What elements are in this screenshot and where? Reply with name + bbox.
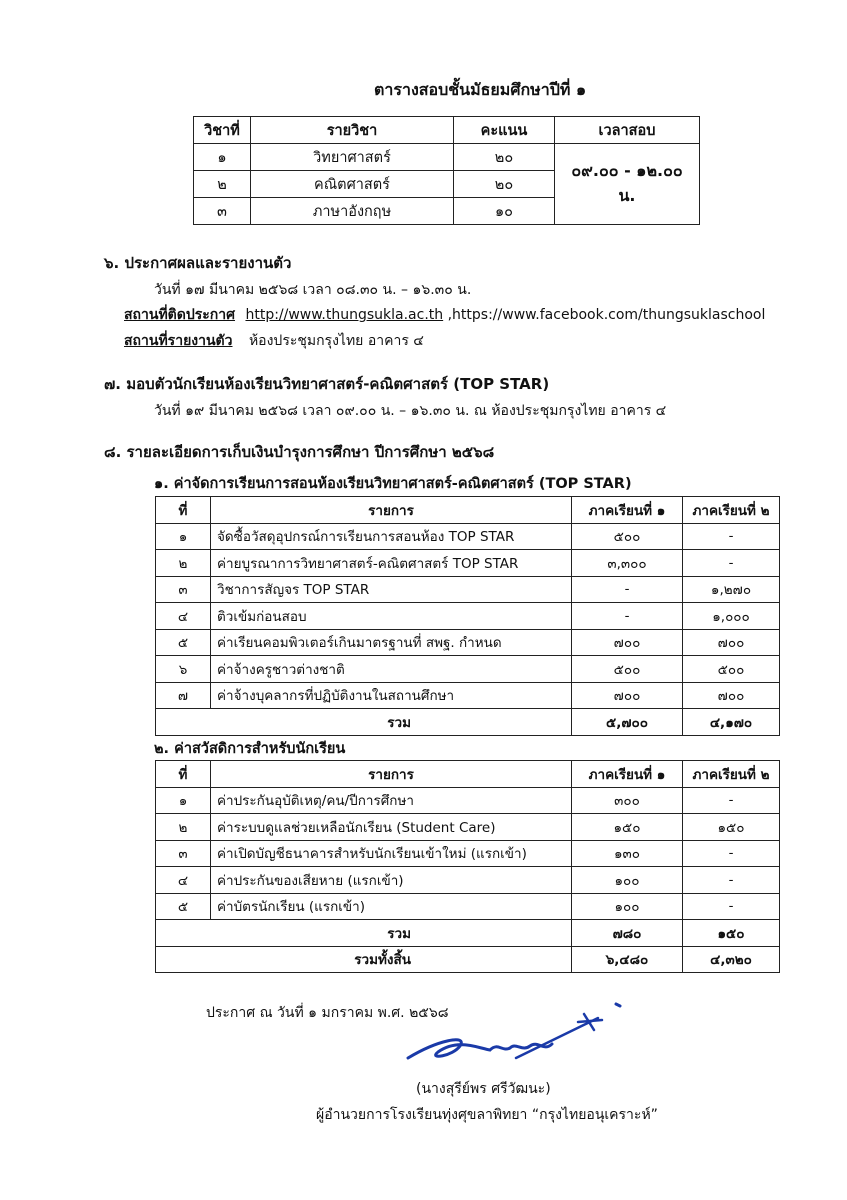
total-term-1: ๗๘๐ [572,920,683,947]
row-item: ค่าประกันของเสียหาย (แรกเข้า) [211,867,572,894]
section-6-heading: ๖. ประกาศผลและรายงานตัว [104,254,292,272]
report-place-label: สถานที่รายงานตัว [124,333,233,349]
post-place-label: สถานที่ติดประกาศ [124,307,236,323]
row-item: จัดซื้อวัสดุอุปกรณ์การเรียนการสอนห้อง TOP STAR [211,523,572,550]
row-no: ๖ [156,656,211,683]
row-term-2: - [683,787,780,814]
row-term-1: ๑๓๐ [572,840,683,867]
row-item: ค่าประกันอุบัติเหตุ/คน/ปีการศึกษา [211,787,572,814]
exam-row [194,144,700,171]
fee-total-row [156,920,780,947]
report-place: ห้องประชุมกรุงไทย อาคาร ๔ [248,333,424,349]
row-term-1: ๕๐๐ [572,656,683,683]
total-term-1: ๕,๗๐๐ [572,709,683,736]
grand-total-term-1: ๖,๔๘๐ [572,946,683,973]
grand-total-row [156,946,780,973]
header-term-2: ภาคเรียนที่ ๒ [683,761,780,788]
signer-name: (นางสุรีย์พร ศรีวัฒนะ) [416,1081,551,1097]
exam-score: ๒๐ [454,171,555,198]
header-item: รายการ [211,497,572,524]
table-row [156,656,780,683]
row-item: ค่ายบูรณาการวิทยาศาสตร์-คณิตศาสตร์ TOP STAR [211,550,572,577]
row-no: ๗ [156,682,211,709]
section-8-subheading-2: ๒. ค่าสวัสดิการสำหรับนักเรียน [154,741,346,757]
exam-score: ๑๐ [454,198,555,225]
fee-table-welfare [155,760,780,973]
table-row [156,629,780,656]
row-no: ๑ [156,787,211,814]
header-term-1: ภาคเรียนที่ ๑ [572,761,683,788]
row-term-2: ๑๕๐ [683,814,780,841]
table-row [156,523,780,550]
table-row [156,814,780,841]
row-term-2: - [683,867,780,894]
section-7-date: วันที่ ๑๙ มีนาคม ๒๕๖๘ เวลา ๐๙.๐๐ น. – ๑๖.๓๐ น. ณ ห้องประชุมกรุงไทย อาคาร ๔ [154,403,667,419]
row-term-1: ๑๕๐ [572,814,683,841]
row-term-2: ๕๐๐ [683,656,780,683]
section-6-report-line [124,330,424,352]
exam-table [193,116,700,225]
fee-header-row [156,497,780,524]
row-term-1: ๓๐๐ [572,787,683,814]
row-term-1: ๗๐๐ [572,629,683,656]
table-row [156,787,780,814]
school-website-link[interactable]: http://www.thungsukla.ac.th [245,307,444,323]
exam-no: ๒ [194,171,251,198]
table-row [156,840,780,867]
row-term-2: - [683,893,780,920]
row-term-1: ๑๐๐ [572,867,683,894]
total-label: รวม [156,709,572,736]
row-term-2: ๑,๒๗๐ [683,576,780,603]
row-term-2: - [683,523,780,550]
row-no: ๔ [156,603,211,630]
row-no: ๑ [156,523,211,550]
row-no: ๓ [156,576,211,603]
signer-position: ผู้อำนวยการโรงเรียนทุ่งศุขลาพิทยา “กรุงไทยอนุเคราะห์” [316,1107,658,1123]
exam-subject: ภาษาอังกฤษ [251,198,454,225]
table-row [156,682,780,709]
row-term-1: ๓,๓๐๐ [572,550,683,577]
header-term-1: ภาคเรียนที่ ๑ [572,497,683,524]
header-subject: รายวิชา [251,117,454,144]
announce-date: ประกาศ ณ วันที่ ๑ มกราคม พ.ศ. ๒๕๖๘ [206,1005,449,1021]
table-row [156,603,780,630]
total-term-2: ๑๕๐ [683,920,780,947]
total-term-2: ๔,๑๗๐ [683,709,780,736]
fee-header-row [156,761,780,788]
exam-title: ตารางสอบชั้นมัธยมศึกษาปีที่ ๑ [374,80,587,99]
row-no: ๓ [156,840,211,867]
grand-total-label: รวมทั้งสิ้น [156,946,572,973]
row-item: ค่าจ้างครูชาวต่างชาติ [211,656,572,683]
row-term-1: ๗๐๐ [572,682,683,709]
exam-subject: วิทยาศาสตร์ [251,144,454,171]
fee-total-row [156,709,780,736]
row-no: ๒ [156,550,211,577]
header-term-2: ภาคเรียนที่ ๒ [683,497,780,524]
section-8-subheading-1: ๑. ค่าจัดการเรียนการสอนห้องเรียนวิทยาศาสตร์-คณิตศาสตร์ (TOP STAR) [154,476,632,492]
row-no: ๔ [156,867,211,894]
table-row [156,576,780,603]
header-item: รายการ [211,761,572,788]
fee-table-top-star [155,496,780,736]
row-item: ติวเข้มก่อนสอบ [211,603,572,630]
row-item: ค่าเรียนคอมพิวเตอร์เกินมาตรฐานที่ สพฐ. กำหนด [211,629,572,656]
row-term-1: ๑๐๐ [572,893,683,920]
row-term-2: - [683,840,780,867]
row-term-2: ๗๐๐ [683,629,780,656]
exam-no: ๑ [194,144,251,171]
row-no: ๕ [156,893,211,920]
row-item: วิชาการสัญจร TOP STAR [211,576,572,603]
section-8-heading: ๘. รายละเอียดการเก็บเงินบำรุงการศึกษา ปีการศึกษา ๒๕๖๘ [104,443,495,461]
row-term-1: ๕๐๐ [572,523,683,550]
row-term-2: - [683,550,780,577]
row-item: ค่าเปิดบัญชีธนาคารสำหรับนักเรียนเข้าใหม่ (แรกเข้า) [211,840,572,867]
total-label: รวม [156,920,572,947]
header-score: คะแนน [454,117,555,144]
exam-time: ๐๙.๐๐ - ๑๒.๐๐ น. [555,144,700,225]
header-exam-time: เวลาสอบ [555,117,700,144]
row-term-1: - [572,576,683,603]
row-term-1: - [572,603,683,630]
row-term-2: ๑,๐๐๐ [683,603,780,630]
table-row [156,867,780,894]
table-row [156,893,780,920]
exam-no: ๓ [194,198,251,225]
section-6-date: วันที่ ๑๗ มีนาคม ๒๕๖๘ เวลา ๐๘.๓๐ น. – ๑๖.๓๐ น. [154,282,472,298]
header-no: ที่ [156,497,211,524]
row-term-2: ๗๐๐ [683,682,780,709]
row-item: ค่าจ้างบุคลากรที่ปฏิบัติงานในสถานศึกษา [211,682,572,709]
exam-header-row [194,117,700,144]
row-no: ๒ [156,814,211,841]
header-subject-no: วิชาที่ [194,117,251,144]
row-item: ค่าบัตรนักเรียน (แรกเข้า) [211,893,572,920]
row-item: ค่าระบบดูแลช่วยเหลือนักเรียน (Student Care) [211,814,572,841]
facebook-link[interactable]: ,https://www.facebook.com/thungsuklaschool [443,307,766,323]
signature-image [398,1000,628,1080]
row-no: ๕ [156,629,211,656]
grand-total-term-2: ๔,๓๒๐ [683,946,780,973]
section-6-post-line [124,304,765,326]
exam-subject: คณิตศาสตร์ [251,171,454,198]
exam-score: ๒๐ [454,144,555,171]
section-7-heading: ๗. มอบตัวนักเรียนห้องเรียนวิทยาศาสตร์-คณิตศาสตร์ (TOP STAR) [104,375,550,393]
table-row [156,550,780,577]
header-no: ที่ [156,761,211,788]
